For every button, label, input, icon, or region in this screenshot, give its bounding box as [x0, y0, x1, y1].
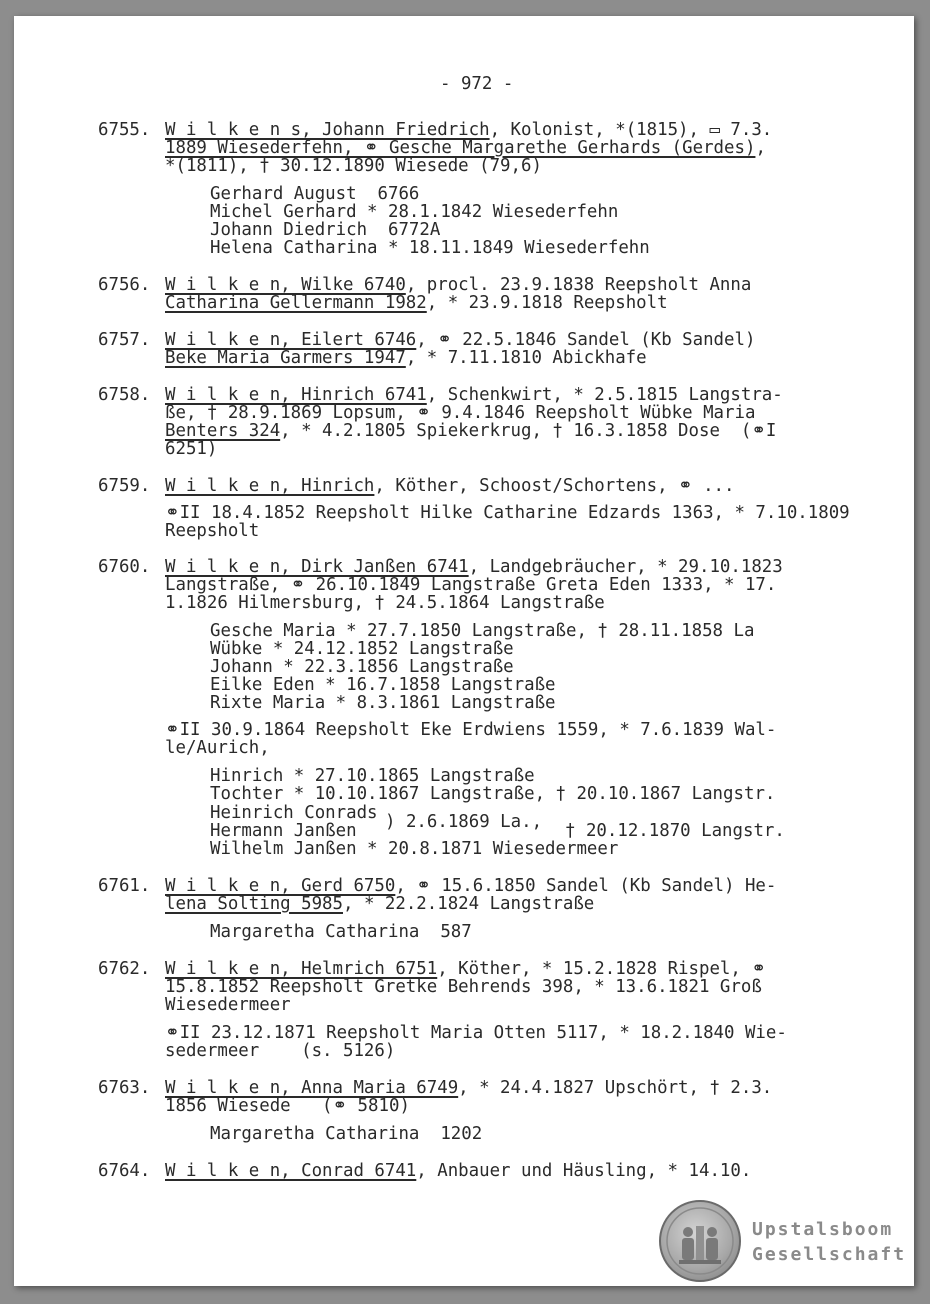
- entry-line: [165, 477, 735, 495]
- entry-text: , ⚭ 15.6.1850 Sandel (Kb Sandel) He-: [395, 876, 777, 896]
- person-name: W i l k e n, Hinrich 6741: [165, 385, 427, 405]
- entry-line: [165, 422, 776, 440]
- spouse-name: 1889 Wiesederfehn, ⚭ Gesche Margarethe Gerhards (Gerdes): [165, 138, 756, 158]
- child-line: Hinrich * 27.10.1865 Langstraße: [210, 766, 535, 786]
- entry-line: 1856 Wiesede (⚭ 5810): [165, 1096, 410, 1116]
- child-line: Tochter * 10.10.1867 Langstraße, † 20.10.1867 Langstr.: [210, 784, 776, 804]
- page-number: - 972 -: [440, 74, 514, 94]
- entry-text: , * 24.4.1827 Upschört, † 2.3.: [458, 1078, 773, 1098]
- child-line: Wübke * 24.12.1852 Langstraße: [210, 639, 514, 659]
- entry-number: 6761.: [98, 876, 151, 896]
- spouse-name: Benters 324: [165, 421, 281, 441]
- entry-line: [165, 276, 751, 294]
- entry-line: [165, 1162, 751, 1180]
- child-line: Margaretha Catharina 1202: [210, 1124, 483, 1144]
- child-line: ) 2.6.1869 La.,: [385, 812, 543, 832]
- entry-line: *(1811), † 30.12.1890 Wiesede (79,6): [165, 156, 542, 176]
- entry-number: 6755.: [98, 120, 151, 140]
- child-line: Johann * 22.3.1856 Langstraße: [210, 657, 514, 677]
- entry-number: 6760.: [98, 557, 151, 577]
- entry-line: Langstraße, ⚭ 26.10.1849 Langstraße Greta Eden 1333, * 17.: [165, 575, 777, 595]
- spouse-name: lena Solting 5985: [165, 894, 343, 914]
- entry-text: , ⚭ 22.5.1846 Sandel (Kb Sandel): [416, 330, 756, 350]
- entry-line: [165, 895, 594, 913]
- marriage-line: le/Aurich,: [165, 738, 270, 758]
- entry-line: [165, 331, 755, 349]
- marriage-line: ⚭II 23.12.1871 Reepsholt Maria Otten 5117, * 18.2.1840 Wie-: [165, 1023, 787, 1043]
- person-name: W i l k e n, Dirk Janßen 6741: [165, 557, 469, 577]
- entry-text: , Landgebräucher, * 29.10.1823: [468, 557, 783, 577]
- person-name: W i l k e n, Helmrich 6751: [165, 959, 438, 979]
- entry-text: , Köther, Schoost/Schortens, ⚭ ...: [374, 476, 735, 496]
- entry-line: Wiesedermeer: [165, 995, 291, 1015]
- child-line: Hermann Janßen: [210, 821, 357, 841]
- entry-text: , * 4.2.1805 Spiekerkrug, † 16.3.1858 Dose (⚭I: [280, 421, 777, 441]
- entry-line: ße, † 28.9.1869 Lopsum, ⚭ 9.4.1846 Reepsholt Wübke Maria: [165, 403, 756, 423]
- entry-line: [165, 349, 647, 367]
- entry-number: 6762.: [98, 959, 151, 979]
- entry-line: [165, 294, 668, 312]
- entry-text: , Anbauer und Häusling, * 14.10.: [416, 1161, 752, 1181]
- entry-text: , * 23.9.1818 Reepsholt: [426, 293, 668, 313]
- entry-number: 6758.: [98, 385, 151, 405]
- entry-line: [165, 558, 783, 576]
- marriage-line: ⚭II 30.9.1864 Reepsholt Eke Erdwiens 1559, * 7.6.1839 Wal-: [165, 720, 777, 740]
- spouse-name: Beke Maria Garmers 1947: [165, 348, 406, 368]
- entry-line: [165, 121, 772, 139]
- child-line: Johann Diedrich 6772A: [210, 220, 441, 240]
- entry-text: , * 7.11.1810 Abickhafe: [405, 348, 647, 368]
- child-line: Gerhard August 6766: [210, 184, 420, 204]
- seal-figures-icon: [661, 1202, 739, 1280]
- entry-number: 6756.: [98, 275, 151, 295]
- marriage-line: ⚭II 18.4.1852 Reepsholt Hilke Catharine Edzards 1363, * 7.10.1809: [165, 503, 850, 523]
- entry-number: 6763.: [98, 1078, 151, 1098]
- entry-text: , procl. 23.9.1838 Reepsholt Anna: [405, 275, 752, 295]
- marriage-line: Reepsholt: [165, 521, 260, 541]
- entry-text: , Schenkwirt, * 2.5.1815 Langstra-: [426, 385, 783, 405]
- child-line: Michel Gerhard * 28.1.1842 Wiesederfehn: [210, 202, 619, 222]
- spouse-name: Catharina Gellermann 1982: [165, 293, 427, 313]
- child-line: † 20.12.1870 Langstr.: [565, 821, 785, 841]
- person-name: W i l k e n, Hinrich: [165, 476, 375, 496]
- entry-line: 6251): [165, 439, 218, 459]
- child-line: Margaretha Catharina 587: [210, 922, 472, 942]
- marriage-line: sedermeer (s. 5126): [165, 1041, 396, 1061]
- entry-line: 1.1826 Hilmersburg, † 24.5.1864 Langstraße: [165, 593, 605, 613]
- person-name: W i l k e n, Anna Maria 6749: [165, 1078, 459, 1098]
- child-line: Rixte Maria * 8.3.1861 Langstraße: [210, 693, 556, 713]
- watermark-subtitle: Gesellschaft: [752, 1244, 907, 1265]
- child-line: Wilhelm Janßen * 20.8.1871 Wiesedermeer: [210, 839, 619, 859]
- child-line: Helena Catharina * 18.11.1849 Wiesederfehn: [210, 238, 650, 258]
- entry-number: 6759.: [98, 476, 151, 496]
- entry-text: , Kolonist, *(1815), ▭ 7.3.: [489, 120, 773, 140]
- seal-icon: [659, 1200, 741, 1282]
- entry-line: [165, 139, 766, 157]
- person-name: W i l k e n, Wilke 6740: [165, 275, 406, 295]
- entry-text: ,: [755, 138, 766, 158]
- child-line: Heinrich Conrads: [210, 803, 378, 823]
- person-name: W i l k e n s, Johann Friedrich: [165, 120, 490, 140]
- entry-line: [165, 960, 766, 978]
- entry-text: , * 22.2.1824 Langstraße: [343, 894, 595, 914]
- person-name: W i l k e n, Conrad 6741: [165, 1161, 417, 1181]
- watermark-title: Upstalsboom: [752, 1219, 894, 1240]
- entry-line: [165, 1079, 772, 1097]
- person-name: W i l k e n, Eilert 6746: [165, 330, 417, 350]
- entry-line: [165, 877, 776, 895]
- person-name: W i l k e n, Gerd 6750: [165, 876, 396, 896]
- entry-text: , Köther, * 15.2.1828 Rispel, ⚭: [437, 959, 766, 979]
- child-line: Gesche Maria * 27.7.1850 Langstraße, † 28.11.1858 La: [210, 621, 755, 641]
- entry-line: [165, 386, 783, 404]
- entry-number: 6757.: [98, 330, 151, 350]
- entry-line: 15.8.1852 Reepsholt Gretke Behrends 398, * 13.6.1821 Groß: [165, 977, 762, 997]
- entry-number: 6764.: [98, 1161, 151, 1181]
- child-line: Eilke Eden * 16.7.1858 Langstraße: [210, 675, 556, 695]
